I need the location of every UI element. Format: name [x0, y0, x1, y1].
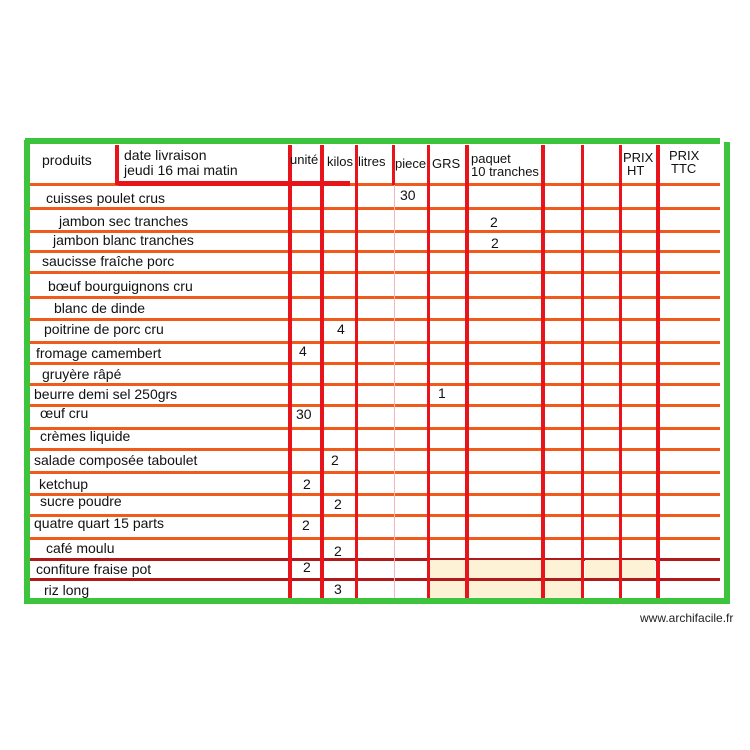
product-name: ketchup	[39, 476, 89, 492]
product-name: fromage camembert	[36, 345, 162, 361]
header-piece: piece	[395, 156, 427, 171]
product-name: quatre quart 15 parts	[34, 515, 164, 531]
price-cell-shaded	[430, 560, 582, 578]
price-cell-shaded	[430, 581, 582, 598]
qty-paquet: 2	[490, 214, 498, 230]
qty-kilos: 2	[334, 543, 342, 559]
col-divider	[115, 145, 119, 185]
product-name: blanc de dinde	[54, 300, 146, 316]
product-name: poitrine de porc cru	[44, 321, 164, 337]
header-prix-ht-line2: HT	[627, 163, 645, 178]
row-divider	[30, 207, 720, 210]
product-name: bœuf bourguignons cru	[48, 278, 193, 294]
qty-unite: 2	[303, 476, 311, 492]
qty-unite: 30	[296, 406, 312, 422]
tiny-mark: ·	[498, 587, 499, 591]
border-right	[724, 142, 730, 604]
row-divider	[30, 578, 720, 581]
row-divider	[30, 362, 720, 365]
product-name: sucre poudre	[40, 493, 122, 509]
row-divider	[30, 448, 720, 451]
qty-kilos: 2	[331, 452, 339, 468]
product-name: riz long	[44, 582, 90, 598]
col-divider	[465, 145, 469, 603]
header-date-line1: date livraison	[124, 147, 207, 163]
col-divider	[581, 145, 584, 603]
header-paquet-line2: 10 tranches	[471, 164, 539, 179]
col-divider	[394, 185, 395, 603]
qty-kilos: 3	[334, 581, 342, 597]
row-divider	[30, 341, 720, 344]
row-divider	[30, 296, 720, 299]
header-date-line2: jeudi 16 mai matin	[124, 162, 238, 178]
product-name: jambon blanc tranches	[53, 232, 194, 248]
col-divider	[355, 145, 358, 603]
header-paquet-line1: paquet	[471, 151, 511, 166]
product-name: gruyère râpé	[42, 366, 122, 382]
product-name: jambon sec tranches	[59, 213, 189, 229]
product-name: café moulu	[46, 540, 115, 556]
row-divider	[30, 427, 720, 430]
row-divider	[30, 271, 720, 274]
product-name: salade composée taboulet	[34, 452, 198, 468]
row-divider	[30, 537, 720, 540]
product-name: crèmes liquide	[40, 428, 131, 444]
header-produits: produits	[42, 152, 92, 168]
header-litres: litres	[358, 154, 386, 169]
qty-unite: 4	[299, 343, 307, 359]
row-divider	[30, 493, 720, 496]
border-bottom	[24, 598, 730, 604]
header-prix-ht-line1: PRIX	[623, 150, 654, 165]
product-name: beurre demi sel 250grs	[34, 386, 178, 402]
header-underline	[118, 181, 350, 186]
product-name: œuf cru	[40, 405, 89, 421]
qty-unite: 2	[302, 517, 310, 533]
col-divider	[619, 145, 622, 603]
col-divider	[427, 145, 430, 603]
header-kilos: kilos	[327, 154, 354, 169]
header-prix-ttc-line2: TTC	[671, 161, 697, 176]
border-left	[24, 140, 30, 602]
qty-paquet: 2	[491, 235, 499, 251]
product-name: confiture fraise pot	[36, 561, 152, 577]
product-name: cuisses poulet crus	[46, 190, 166, 206]
col-divider	[656, 145, 660, 603]
col-divider	[541, 145, 545, 603]
qty-kilos: 2	[334, 496, 342, 512]
watermark: www.archifacile.fr	[640, 611, 734, 625]
tiny-mark: ·	[615, 567, 616, 571]
qty-grs: 1	[438, 385, 446, 401]
col-divider	[288, 145, 292, 603]
header-grs: GRS	[432, 156, 461, 171]
border-top	[25, 138, 720, 144]
col-divider	[320, 145, 324, 603]
row-divider	[30, 471, 720, 474]
qty-kilos: 4	[337, 321, 345, 337]
product-name: saucisse fraîche porc	[42, 253, 175, 269]
tiny-mark: ·	[498, 567, 499, 571]
row-divider	[30, 404, 720, 407]
qty-piece: 30	[400, 187, 416, 203]
header-prix-ttc-line1: PRIX	[669, 148, 700, 163]
header-unite: unité	[290, 152, 319, 167]
qty-unite: 2	[303, 559, 311, 575]
